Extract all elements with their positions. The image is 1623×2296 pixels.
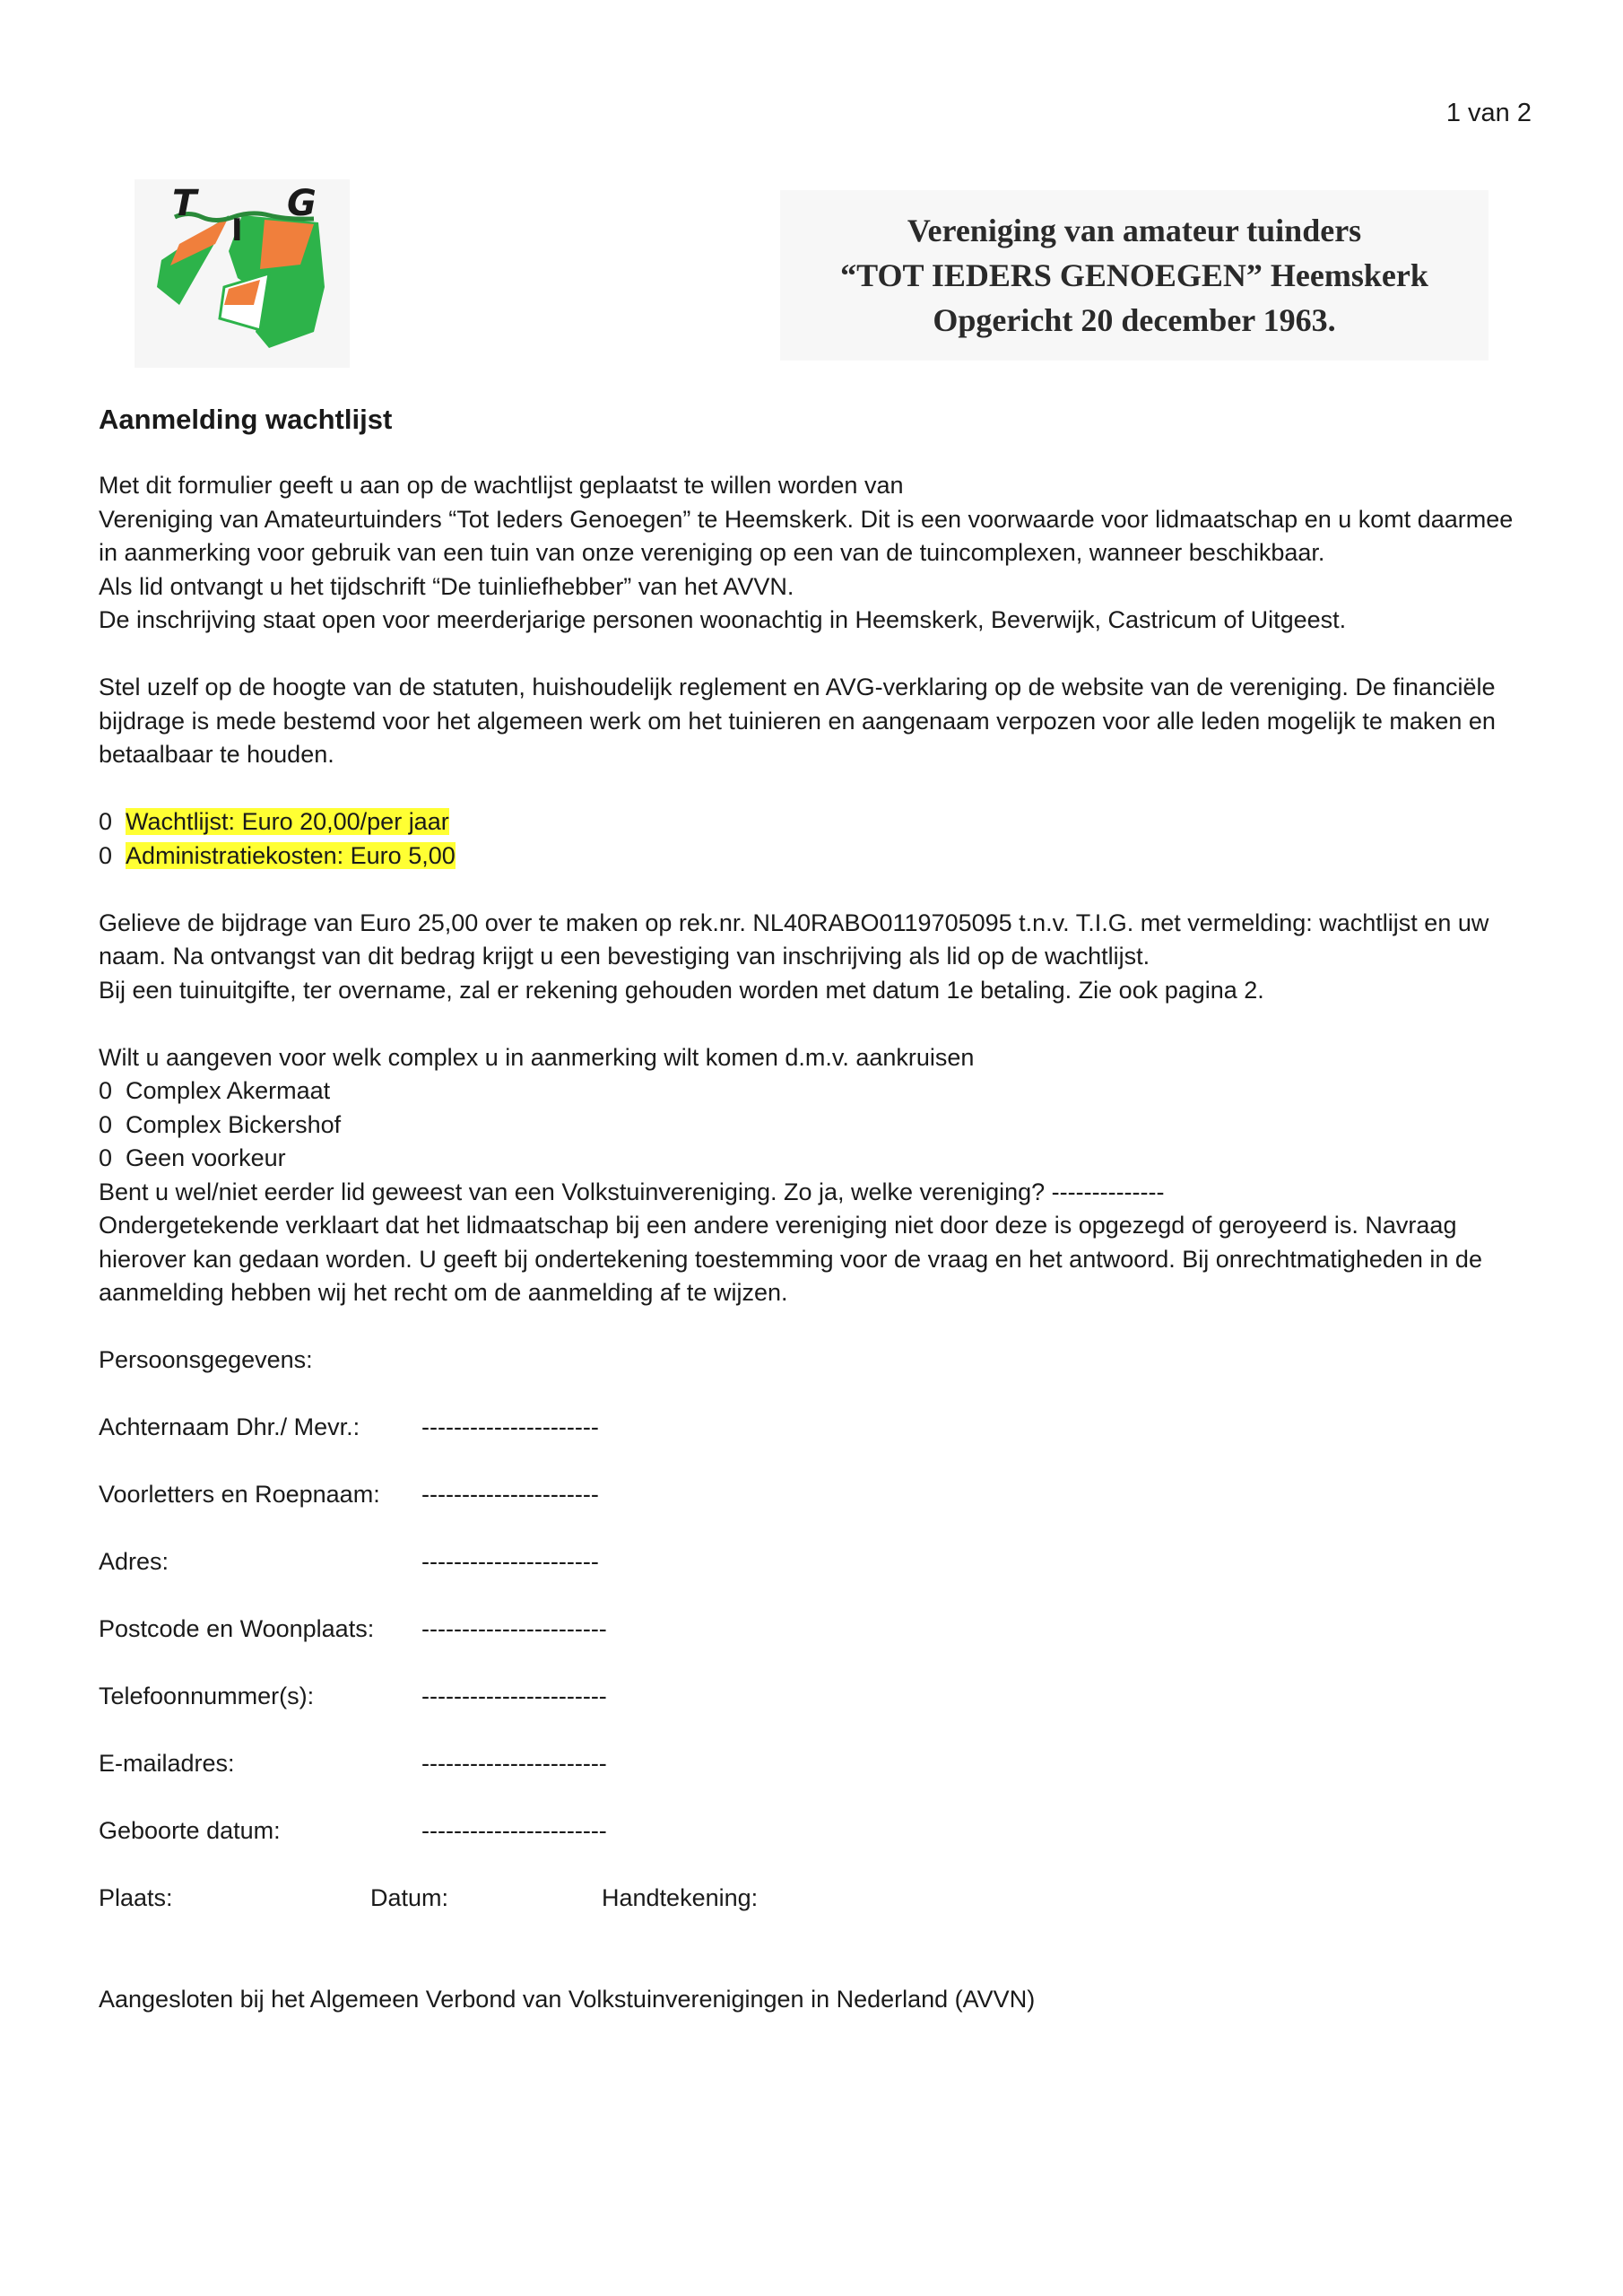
header-line-2: “TOT IEDERS GENOEGEN” Heemskerk [840,257,1428,293]
field-label: Voorletters en Roepnaam: [99,1481,380,1508]
complex-option-none [99,1142,1533,1176]
field-row-birthdate [99,1814,1533,1882]
field-label: Geboorte datum: [99,1817,281,1844]
document-body [99,402,1533,2016]
field-row-address [99,1545,1533,1613]
fee-label-admin: Administratiekosten: Euro 5,00 [126,841,456,869]
signature-place-label[interactable]: Plaats: [99,1884,173,1911]
complex-option-label: Geen voorkeur [126,1144,286,1171]
intro-line-1: Met dit formulier geeft u aan op de wachtlijst geplaatst te willen worden van [99,472,904,499]
field-input-line[interactable]: ---------------------- [421,1413,599,1440]
complex-option-label: Complex Bickershof [126,1110,342,1138]
association-header [780,190,1488,361]
field-label: Postcode en Woonplaats: [99,1615,375,1642]
field-row-surname [99,1411,1533,1478]
header-line-1: Vereniging van amateur tuinders [907,213,1362,248]
field-label: Telefoonnummer(s): [99,1683,315,1709]
field-label: Adres: [99,1548,169,1575]
header-line-3: Opgericht 20 december 1963. [933,302,1336,338]
svg-text:G: G [287,183,317,224]
document-title: Aanmelding wachtlijst [99,404,393,435]
field-row-phone [99,1680,1533,1747]
footer-affiliation: Aangesloten bij het Algemeen Verbond van Volkstuinverenigingen in Nederland (AVVN) [99,1985,1036,2013]
fee-item-waitlist [99,805,1533,839]
field-input-line[interactable]: ----------------------- [421,1615,607,1642]
intro-line-2: Vereniging van Amateurtuinders “Tot Ieders Genoegen” te Heemskerk. Dit is een voorwaarde voor lidmaatschap en u komt daarmee in aanmerking voor gebruik van een tuin van onze vereniging op een van de tuincomplexen, wanneer beschikbaar. [99,505,1514,566]
checkbox-mark[interactable]: 0 [99,808,113,835]
field-row-email [99,1747,1533,1814]
field-label: Achternaam Dhr./ Mevr.: [99,1413,360,1440]
intro-line-3: Als lid ontvangt u het tijdschrift “De tuinliefhebber” van het AVVN. [99,572,794,600]
personal-heading: Persoonsgegevens: [99,1346,313,1373]
field-label: E-mailadres: [99,1750,235,1777]
intro-line-4: De inschrijving staat open voor meerderjarige personen woonachtig in Heemskerk, Beverwijk, Castricum of Uitgeest. [99,606,1347,633]
declaration-paragraph: Ondergetekende verklaart dat het lidmaatschap bij een andere vereniging niet door deze is opgezegd of geroyeerd is. Navraag hierover kan gedaan worden. U geeft bij ondertekening toestemming voor de vraag en het antwoord. Bij onrechtmatigheden in de aanmelding hebben wij het recht om de aanmelding af te wijzen. [99,1212,1482,1306]
statutes-paragraph: Stel uzelf op de hoogte van de statuten, huishoudelijk reglement en AVG-verklaring op de website van de vereniging. De financiële bijdrage is mede bestemd voor het algemeen werk om het tuinieren en aangenaam verpozen voor alle leden mogelijk te maken en betaalbaar te houden. [99,674,1496,768]
field-input-line[interactable]: ----------------------- [421,1750,607,1777]
svg-text:T: T [172,183,197,224]
complex-option-bickershof [99,1109,1533,1143]
field-input-line[interactable]: ----------------------- [421,1817,607,1844]
fee-item-admin [99,839,1533,874]
signature-date-label[interactable]: Datum: [370,1884,449,1911]
checkbox-mark[interactable]: 0 [99,1077,113,1104]
payment-note: Bij een tuinuitgifte, ter overname, zal er rekening gehouden worden met datum 1e betaling. Zie ook pagina 2. [99,976,1264,1004]
field-input-line[interactable]: ----------------------- [421,1683,607,1709]
tig-logo [135,179,350,368]
fee-label-waitlist: Wachtlijst: Euro 20,00/per jaar [126,808,449,835]
field-row-postcode [99,1613,1533,1680]
signature-row [99,1882,1533,1949]
complex-question: Wilt u aangeven voor welk complex u in aanmerking wilt komen d.m.v. aankruisen [99,1043,975,1071]
field-input-line[interactable]: ---------------------- [421,1548,599,1575]
payment-paragraph: Gelieve de bijdrage van Euro 25,00 over te maken op rek.nr. NL40RABO0119705095 t.n.v. T.I.G. met vermelding: wachtlijst en uw naam. Na ontvangst van dit bedrag krijgt u een bevestiging van inschrijving als lid op de wachtlijst. [99,909,1489,970]
svg-text:I: I [231,213,243,248]
page-number: 1 van 2 [1445,99,1532,127]
previous-member-question: Bent u wel/niet eerder lid geweest van een Volkstuinvereniging. Zo ja, welke vereniging? -------------- [99,1178,1165,1205]
checkbox-mark[interactable]: 0 [99,1110,113,1138]
field-input-line[interactable]: ---------------------- [421,1481,599,1508]
signature-sign-label[interactable]: Handtekening: [602,1884,759,1911]
field-row-initials [99,1478,1533,1545]
complex-option-akermaat [99,1074,1533,1109]
checkbox-mark[interactable]: 0 [99,1144,113,1171]
checkbox-mark[interactable]: 0 [99,841,113,869]
complex-option-label: Complex Akermaat [126,1077,331,1104]
